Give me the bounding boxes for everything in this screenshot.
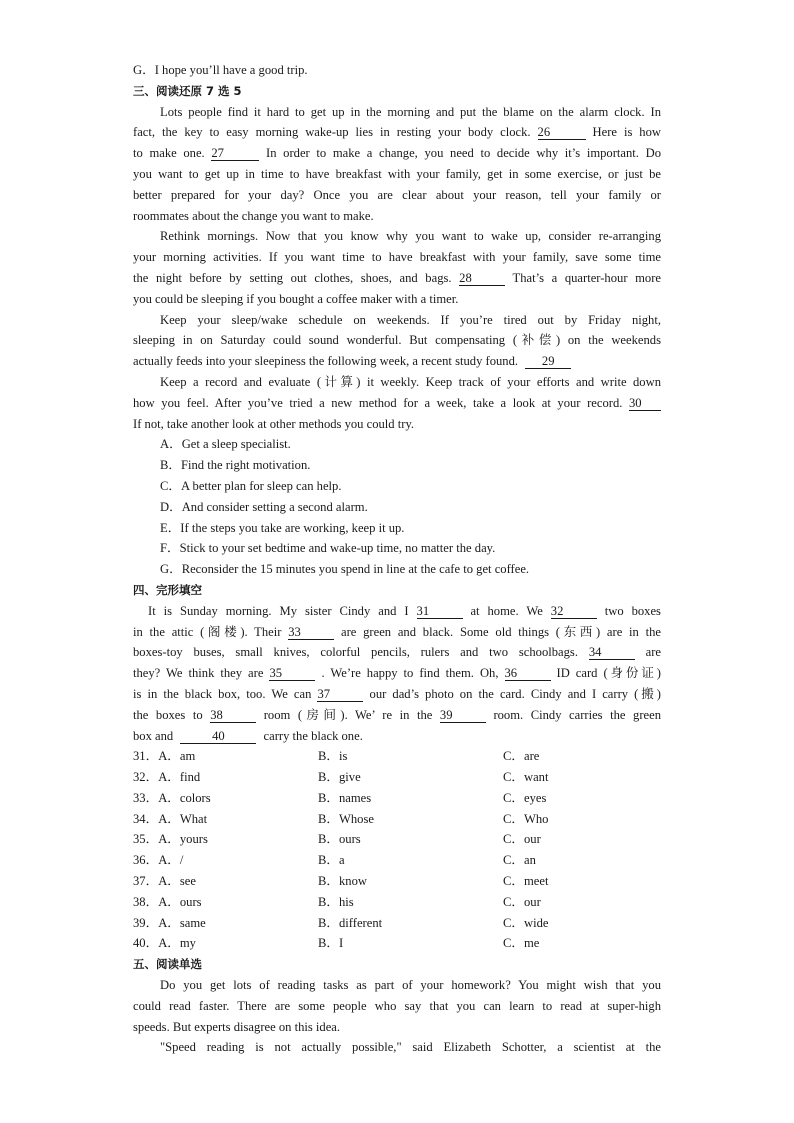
passage-text: actually feeds into your sleepiness the following week, a recent study found. [133, 354, 519, 369]
choice-a[interactable]: 35．A．yours [133, 832, 208, 847]
choice-a[interactable]: 34．A．What [133, 811, 208, 826]
passage-line: Keep a record and evaluate (计算) it weekly. Keep track of your efforts and write down [160, 374, 661, 389]
question-38 [133, 892, 661, 913]
choice-a[interactable]: 33．A．colors [133, 790, 211, 805]
choice-b[interactable]: B．is [318, 749, 348, 764]
cloze-text: they? We think they are [133, 666, 264, 681]
blank-28[interactable]: 28 [459, 271, 505, 286]
choice-a[interactable]: 37．A．see [133, 874, 196, 889]
choice-c[interactable]: C．want [503, 770, 549, 785]
blank-29[interactable]: 29 [525, 354, 571, 369]
passage-line: Do you get lots of reading tasks as part of your homework? You might wish that you [160, 978, 661, 993]
question-40 [133, 933, 661, 954]
passage-line [133, 268, 661, 289]
option-b: B．Find the right motivation. [160, 458, 311, 473]
option-g-intro: G．I hope you’ll have a good trip. [133, 63, 308, 77]
cloze-line [133, 622, 661, 643]
blank-36[interactable]: 36 [505, 666, 551, 681]
choice-c[interactable]: C．an [503, 853, 536, 868]
choice-b[interactable]: B．a [318, 853, 345, 868]
blank-38[interactable]: 38 [210, 708, 256, 723]
cloze-line [133, 684, 661, 705]
blank-26[interactable]: 26 [538, 125, 586, 140]
option-e: E．If the steps you take are working, keep it up. [160, 520, 405, 535]
blank-30[interactable]: 30 [629, 396, 661, 411]
passage-text: to make one. [133, 146, 205, 161]
passage-line [133, 143, 661, 164]
cloze-text: are green and black. Some old things (东西) are in the [341, 624, 661, 639]
choice-b[interactable]: B．his [318, 894, 354, 909]
blank-40[interactable]: 40 [180, 729, 256, 744]
blank-31[interactable]: 31 [417, 604, 463, 619]
choice-c[interactable]: C．our [503, 832, 541, 847]
choice-c[interactable]: C．eyes [503, 790, 547, 805]
blank-34[interactable]: 34 [589, 645, 635, 660]
passage-line: roommates about the change you want to make. [133, 208, 374, 223]
blank-35[interactable]: 35 [269, 666, 315, 681]
choice-b[interactable]: B．I [318, 936, 344, 951]
choice-a[interactable]: 36．A．/ [133, 853, 184, 868]
passage-line [133, 393, 661, 414]
option-f: F．Stick to your set bedtime and wake-up time, no matter the day. [160, 541, 496, 556]
choice-c[interactable]: C．our [503, 894, 541, 909]
choice-c[interactable]: C．are [503, 749, 540, 764]
choice-c[interactable]: C．meet [503, 874, 549, 889]
option-d: D．And consider setting a second alarm. [160, 499, 368, 514]
option-c: C．A better plan for sleep can help. [160, 478, 342, 493]
cloze-text: . We’re happy to find them. Oh, [321, 666, 499, 681]
cloze-line [133, 642, 661, 663]
question-34 [133, 809, 661, 830]
cloze-line [133, 601, 661, 622]
choice-a[interactable]: 38．A．ours [133, 894, 202, 909]
choice-a[interactable]: 32．A．find [133, 770, 201, 785]
section-5-heading: 五、阅读单选 [133, 957, 202, 972]
cloze-text: room. Cindy carries the green [493, 707, 662, 722]
passage-text: the night before by setting out clothes, shoes, and bags. [133, 270, 452, 285]
blank-27[interactable]: 27 [211, 146, 259, 161]
cloze-text: our dad’s photo on the card. Cindy and I carry (搬) [369, 686, 661, 701]
passage-text: In order to make a change, you need to decide why it’s important. Do [266, 146, 661, 161]
blank-37[interactable]: 37 [317, 687, 363, 702]
passage-line: you want to get up in time to have breakfast with your family, get in some exercise, or just be [133, 166, 661, 181]
passage-text: how you feel. After you’ve tried a new method for a week, take a look at your record. [133, 395, 623, 410]
passage-line: could read faster. There are some people who say that you can learn to read at super-high [133, 998, 661, 1013]
passage-line: you could be sleeping if you bought a coffee maker with a timer. [133, 291, 459, 306]
passage-line: Lots people find it hard to get up in the morning and put the blame on the alarm clock. In [160, 104, 661, 119]
passage-line: "Speed reading is not actually possible," said Elizabeth Schotter, a scientist at the [160, 1040, 661, 1055]
passage-line [133, 122, 661, 143]
passage-line: If not, take another look at other methods you could try. [133, 416, 415, 431]
choice-a[interactable]: 39．A．same [133, 915, 206, 930]
cloze-text: ID card (身份证) [556, 666, 661, 681]
cloze-text: at home. We [470, 603, 543, 618]
choice-b[interactable]: B．know [318, 874, 367, 889]
passage-text: fact, the key to easy morning wake-up lies in resting your body clock. [133, 125, 531, 140]
cloze-text: the boxes to [133, 707, 203, 722]
question-37 [133, 871, 661, 892]
cloze-text: room (房间). We’ re in the [263, 707, 433, 722]
choice-b[interactable]: B．different [318, 915, 383, 930]
choice-c[interactable]: C．wide [503, 915, 549, 930]
passage-text: Here is how [592, 125, 661, 140]
passage-line: sleeping in on Saturday could sound wonderful. But compensating (补偿) on the weekends [133, 333, 661, 348]
question-32 [133, 767, 661, 788]
passage-line: speeds. But experts disagree on this idea. [133, 1019, 341, 1034]
blank-32[interactable]: 32 [551, 604, 597, 619]
cloze-text: in the attic (阁楼). Their [133, 624, 282, 639]
cloze-text: is in the black box, too. We can [133, 686, 312, 701]
cloze-text: are [645, 645, 662, 660]
cloze-line [133, 726, 661, 747]
choice-b[interactable]: B．names [318, 790, 372, 805]
cloze-text: carry the black one. [263, 728, 363, 743]
passage-line: your morning activities. If you want time to have breakfast with your family, save some time [133, 250, 661, 265]
question-39 [133, 913, 661, 934]
question-31 [133, 746, 661, 767]
cloze-text: two boxes [604, 603, 661, 618]
choice-b[interactable]: B．give [318, 770, 361, 785]
cloze-line [133, 705, 661, 726]
choice-a[interactable]: 40．A．my [133, 936, 196, 951]
cloze-line [133, 663, 661, 684]
option-g: G．Reconsider the 15 minutes you spend in line at the cafe to get coffee. [160, 562, 530, 577]
passage-line: Keep your sleep/wake schedule on weekends. If you’re tired out by Friday night, [160, 312, 661, 327]
document-page [133, 60, 661, 1058]
choice-a[interactable]: 31．A．am [133, 749, 196, 764]
cloze-text: boxes-toy buses, small knives, colorful pencils, rulers and two schoolbags. [133, 645, 578, 660]
choice-c[interactable]: C．me [503, 936, 540, 951]
passage-line: better prepared for your day? Once you are clear about your reason, tell your family or [133, 187, 661, 202]
cloze-text: It is Sunday morning. My sister Cindy and I [148, 603, 409, 618]
choice-c[interactable]: C．Who [503, 811, 549, 826]
section-4-heading: 四、完形填空 [133, 582, 202, 597]
passage-text: That’s a quarter-hour more [512, 270, 661, 285]
question-35 [133, 829, 661, 850]
choice-b[interactable]: B．ours [318, 832, 361, 847]
blank-33[interactable]: 33 [288, 625, 334, 640]
option-a: A．Get a sleep specialist. [160, 437, 291, 452]
section-3-heading: 三、阅读还原 7 选 5 [133, 83, 242, 98]
passage-line [133, 351, 661, 372]
cloze-text: box and [133, 728, 174, 743]
question-36 [133, 850, 661, 871]
passage-line: Rethink mornings. Now that you know why you want to wake up, consider re-arranging [160, 229, 661, 244]
question-33 [133, 788, 661, 809]
choice-b[interactable]: B．Whose [318, 811, 374, 826]
blank-39[interactable]: 39 [440, 708, 486, 723]
